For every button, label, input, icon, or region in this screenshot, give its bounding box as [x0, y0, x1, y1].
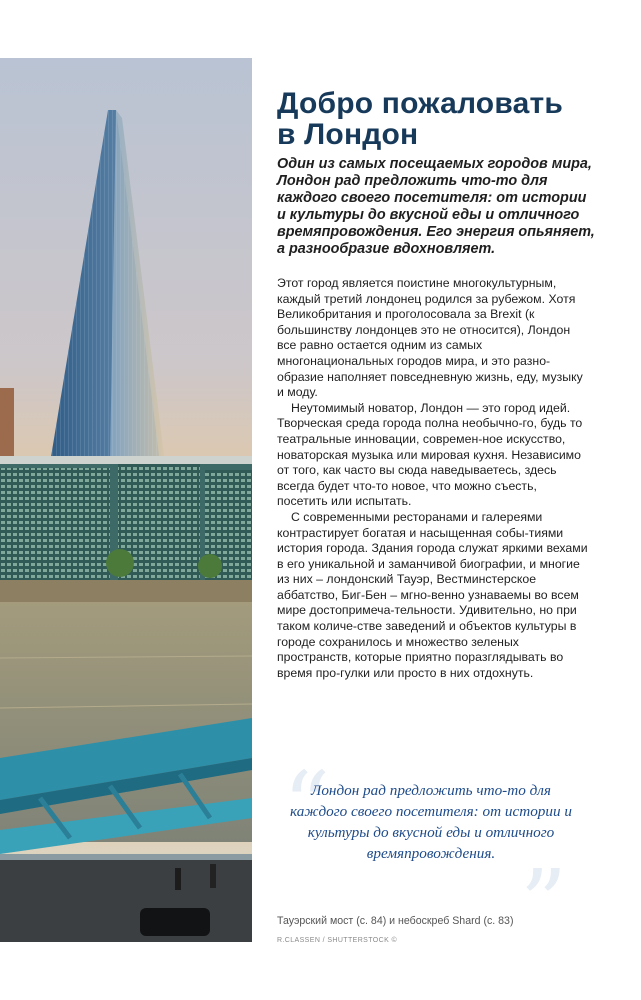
body-paragraph: С современными ресторанами и галереями контрастирует богатая и насыщенная собы-тиями история города. Здания города служат яркими вехами в его уникальной и заманчивой биографии, и многие из них – лондонский Тауэр, Вестминстерское аббатство, Биг-Бен – мгно-венно узнаваемы во всем мире достопримеча-тельности. Удивительно, но при таком количе-стве заведений и объектов культуры в городе сохранилось и множество зеленых пространств, которые приятно поразглядывать во время про-гулки или просто в них отдохнуть. — [277, 509, 588, 680]
article-body — [277, 276, 589, 681]
title-line-2: в Лондон — [277, 118, 419, 151]
open-quote-icon: “ — [283, 752, 331, 859]
pull-quote: Лондон рад предложить что-то для каждого своего посетителя: от истории и культуры до вкусной еды и отличного времяпровождения. — [290, 782, 572, 862]
body-paragraph: Этот город является поистине многокультурным, каждый третий лондонец родился за рубежом. Хотя Великобритания и проголосовала за Brexit (к большинству лондонцев это не относится), Лондон все равно остается одним из самых многонациональных городов мира, и это разно-образие наполняет повседневную жизнь, еду, музыку и моду. — [277, 276, 583, 400]
close-quote-icon: ” — [520, 850, 568, 957]
photo-credit: R.CLASSEN / SHUTTERSTOCK © — [277, 937, 398, 944]
title-line-1: Добро пожаловать — [277, 87, 564, 120]
page-title — [277, 88, 607, 150]
intro-paragraph: Один из самых посещаемых городов мира, Лондон рад предложить что-то для каждого своего посетителя: от истории и культуры до вкусной еды и отличного времяпровождения. Его энергия опьяняет, а разнообразие вдохновляет. — [277, 156, 595, 257]
photo-caption: Тауэрский мост (с. 84) и небоскреб Shard (с. 83) — [277, 915, 514, 927]
body-paragraph: Неутомимый новатор, Лондон — это город идей. Творческая среда города полна необычно-го, будь то театральные инновации, современ-ное искусство, новаторская музыка или мировая кухня. Независимо от того, как часто вы сюда наведываетесь, здесь всегда будет что-то новое, что можно съесть, посетить или испытать. — [277, 400, 583, 509]
shard-tower-bridge-photo — [0, 58, 252, 942]
